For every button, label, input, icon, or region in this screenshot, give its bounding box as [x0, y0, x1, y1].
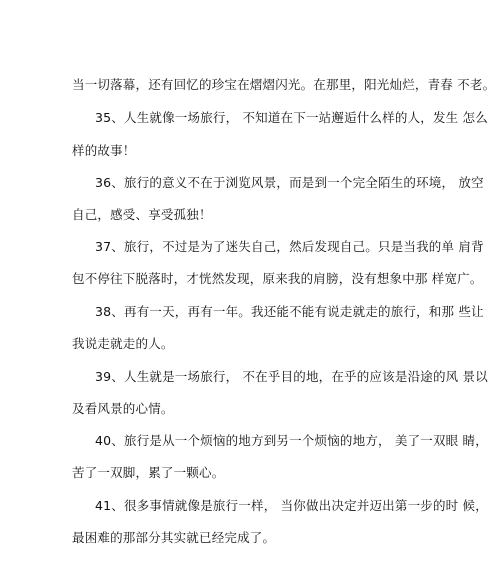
- quote-36-line-2: 自己，感受、享受孤独！: [72, 207, 212, 222]
- quote-35-line-2: 样的故事！: [72, 143, 136, 158]
- quote-38-line-1: 38、再有一天，再有一年。我还能不能有说走就走的旅行，和那 些让: [95, 304, 484, 319]
- quote-36-line-1: 36、旅行的意义不在于浏览风景，而是到一个完全陌生的环境， 放空: [95, 175, 484, 190]
- quote-40-line-1: 40、旅行是从一个烦恼的地方到另一个烦恼的地方， 美了一双眼 睛，: [95, 433, 488, 448]
- quote-39-line-1: 39、人生就是一场旅行， 不在乎目的地，在乎的应该是沿途的风 景以: [95, 369, 488, 384]
- quote-41-line-2: 最困难的那部分其实就已经完成了。: [72, 530, 276, 545]
- quote-38-line-2: 我说走就走的人。: [72, 336, 174, 351]
- text-line: 当一切落幕，还有回忆的珍宝在熠熠闪光。在那里，阳光灿烂，青春 不老。: [72, 77, 496, 92]
- quote-37-line-2: 包不停往下脱落时，才恍然发现，原来我的肩膀，没有想象中那 样宽广。: [72, 271, 483, 286]
- quote-39-line-2: 及看风景的心情。: [72, 401, 174, 416]
- quote-37-line-1: 37、旅行，不过是为了迷失自己，然后发现自己。只是当我的单 肩背: [95, 239, 484, 254]
- quote-35-line-1: 35、人生就像一场旅行， 不知道在下一站邂逅什么样的人，发生 怎么: [95, 110, 488, 125]
- quote-40-line-2: 苦了一双脚，累了一颗心。: [72, 465, 225, 480]
- quote-41-line-1: 41、很多事情就像是旅行一样， 当你做出决定并迈出第一步的时 候，: [95, 498, 488, 513]
